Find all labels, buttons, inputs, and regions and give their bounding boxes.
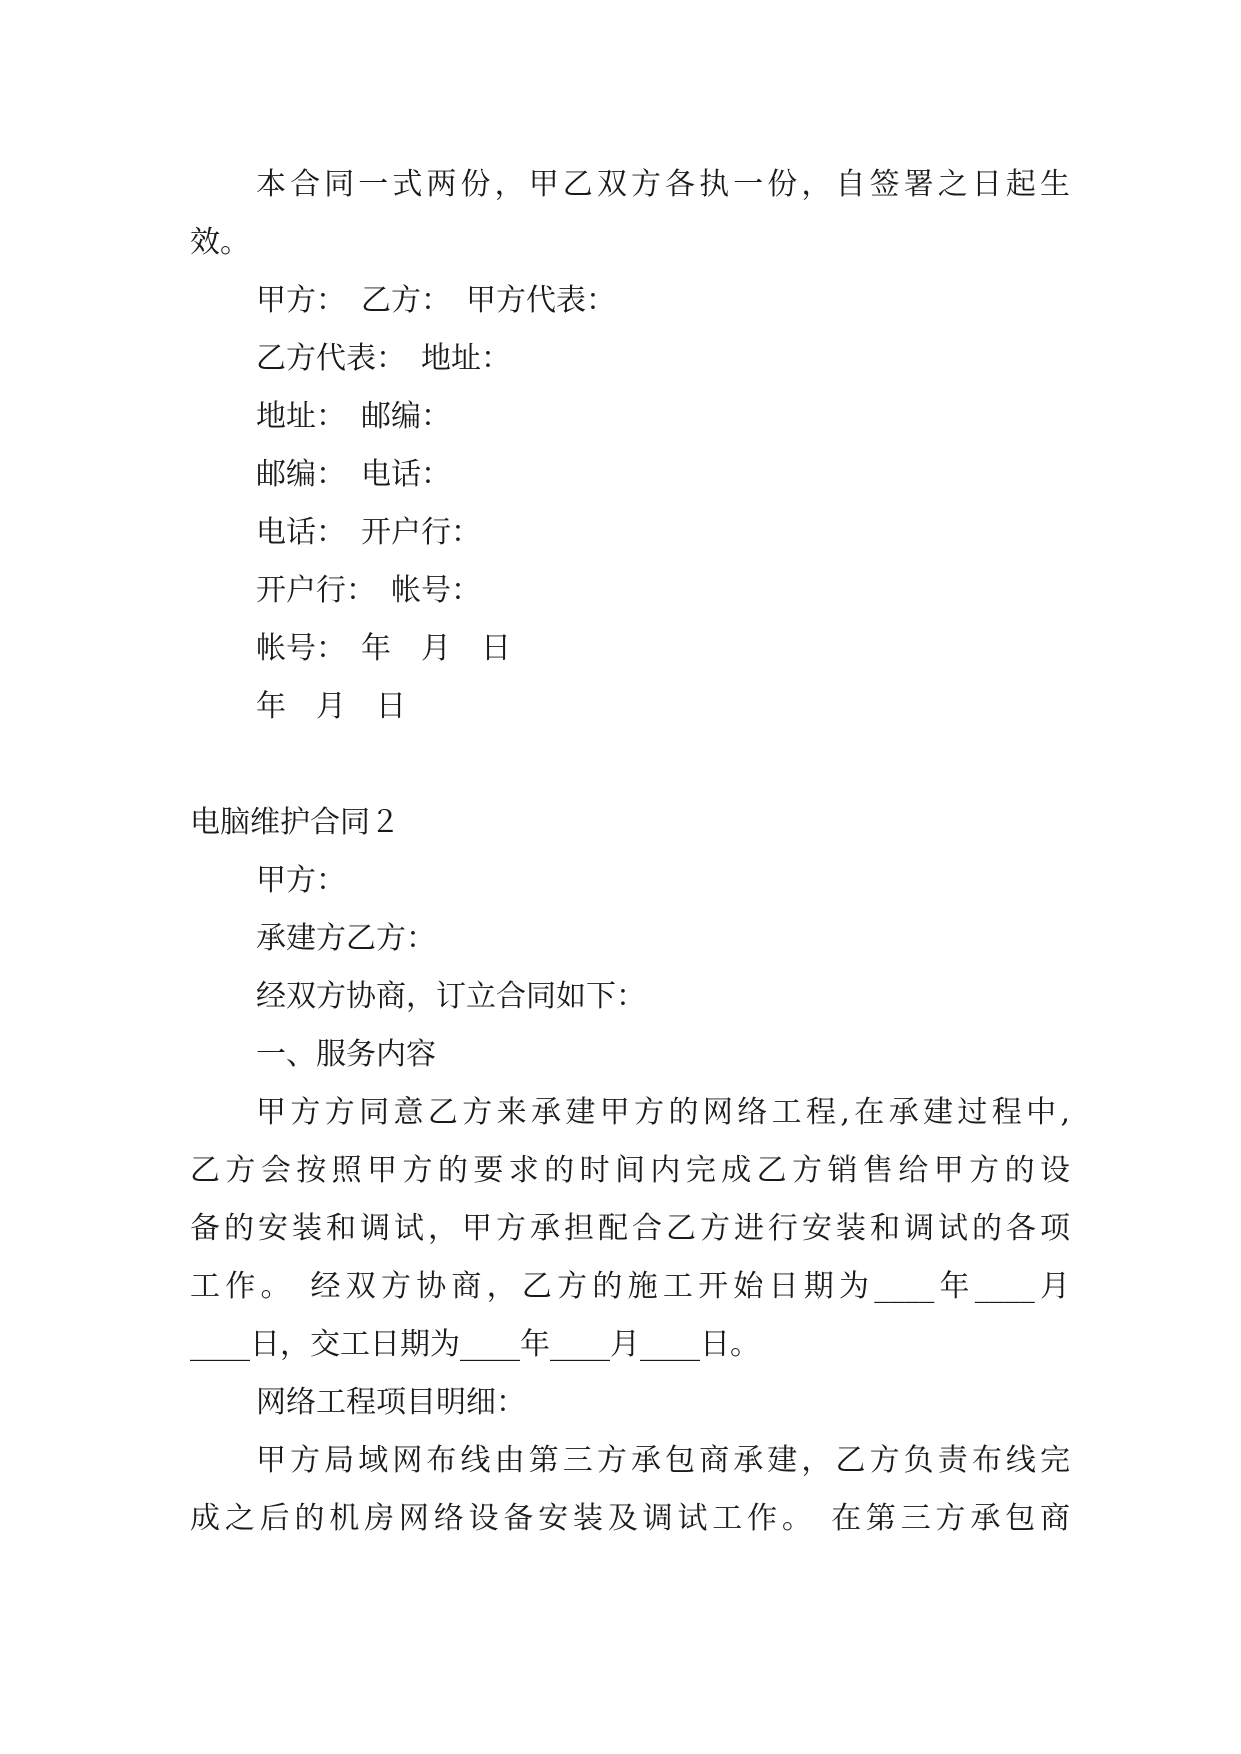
signature-bank-line: 开户行： 帐号： (256, 573, 481, 608)
contract-title: 电脑维护合同２ (190, 805, 400, 840)
contract-copies-line: 本合同一式两份，甲乙双方各执一份，自签署之日起生 (256, 167, 1070, 202)
cabling-paragraph-line: 甲方局域网布线由第三方承包商承建，乙方负责布线完 (256, 1443, 1070, 1478)
signature-account-line: 帐号： 年 月 日 (256, 631, 511, 666)
signature-phone-line: 电话： 开户行： (256, 515, 481, 550)
party-a-line: 甲方： (256, 863, 346, 898)
signature-date-line: 年 月 日 (256, 689, 406, 724)
service-content-heading: 一、服务内容 (256, 1037, 436, 1072)
party-b-line: 承建方乙方： (256, 921, 436, 956)
service-paragraph-line: 备的安装和调试，甲方承担配合乙方进行安装和调试的各项 (190, 1211, 1070, 1246)
project-details-heading: 网络工程项目明细： (256, 1385, 526, 1420)
contract-copies-line-end: 效。 (190, 225, 250, 260)
section-gap (190, 736, 1070, 794)
signature-address-line: 地址： 邮编： (256, 399, 451, 434)
service-paragraph-line: 乙方会按照甲方的要求的时间内完成乙方销售给甲方的设 (190, 1153, 1070, 1188)
service-paragraph-line: 工作。 经双方协商，乙方的施工开始日期为____年____月 (190, 1269, 1070, 1304)
document-body (190, 156, 1070, 1548)
agreement-intro-line: 经双方协商，订立合同如下： (256, 979, 646, 1014)
signature-postcode-line: 邮编： 电话： (256, 457, 451, 492)
service-paragraph-line: 甲方方同意乙方来承建甲方的网络工程,在承建过程中, (256, 1095, 1070, 1130)
signature-party-line: 甲方： 乙方： 甲方代表： (256, 283, 616, 318)
cabling-paragraph-line: 成之后的机房网络设备安装及调试工作。 在第三方承包商 (190, 1501, 1070, 1536)
signature-representative-line: 乙方代表： 地址： (256, 341, 511, 376)
service-paragraph-line-end: ____日，交工日期为____年____月____日。 (190, 1327, 760, 1362)
